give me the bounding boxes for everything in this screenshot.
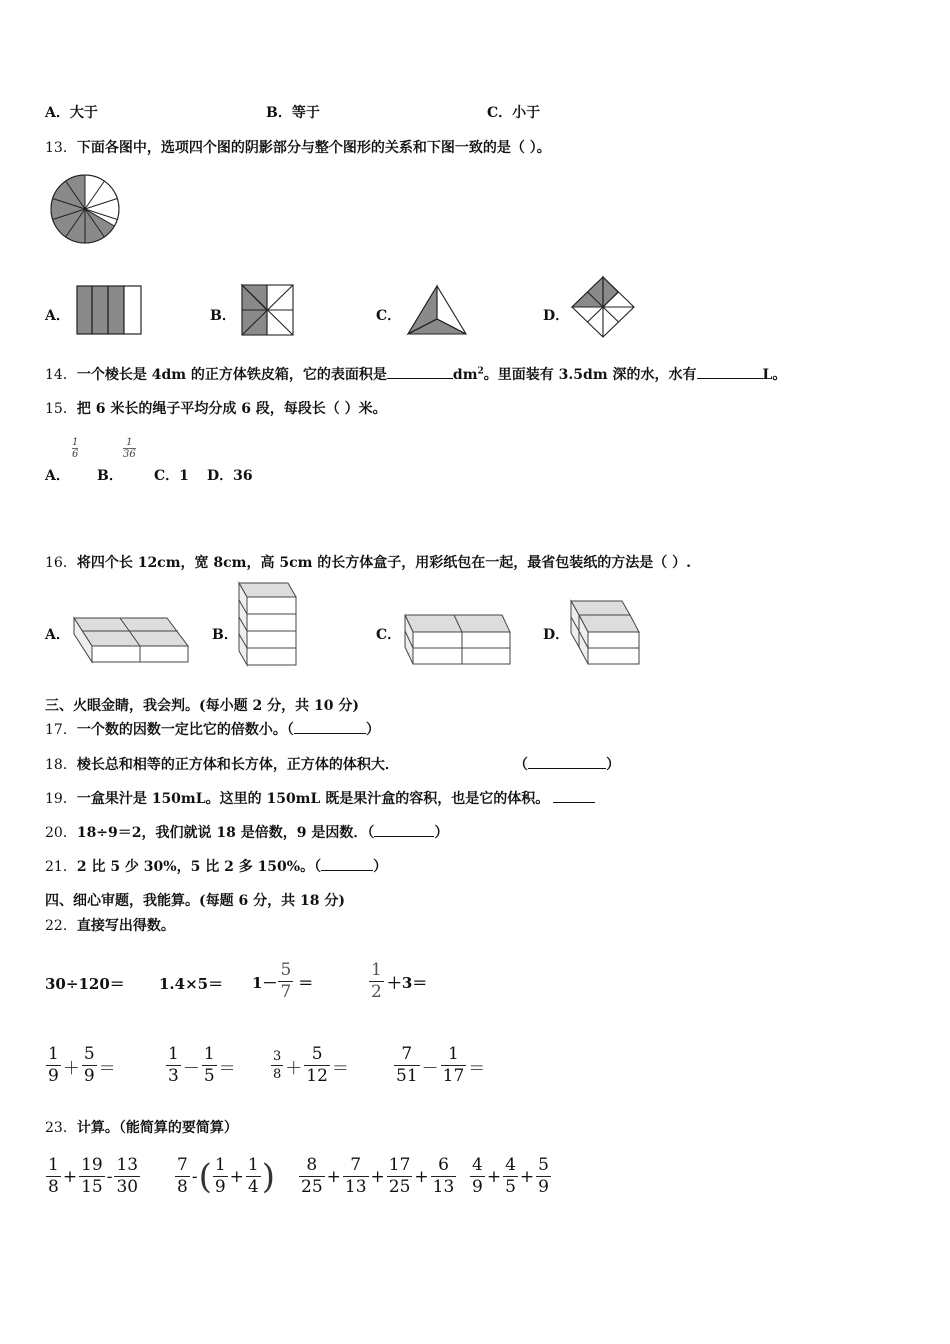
q15-option-b-fraction: 1 36 [123,437,136,460]
fraction [46,1046,61,1086]
numerator: 7 [401,1044,413,1065]
q13-option-c-label[interactable]: C． [376,308,402,324]
operator: ＝ [468,1058,486,1079]
operator: + [414,1167,429,1187]
q16-option-b-figure[interactable] [236,581,300,667]
denominator: 8 [273,1067,282,1082]
q17-answer-blank[interactable] [294,721,366,734]
q13-option-c-figure[interactable] [405,283,469,337]
numerator: 19 [81,1155,103,1176]
q16-option-b-label[interactable]: B． [212,627,238,643]
q22-expr-3-fraction [278,962,293,1002]
fraction [175,1157,190,1197]
q14-stem: 14．一个棱长是 4dm 的正方体铁皮箱，它的表面积是 $dm^2$。里面装有 3.5dm 深的水，水有 L。 [45,366,787,383]
operator: － [421,1058,439,1079]
fraction [202,1046,217,1086]
numerator: 5 [83,1044,95,1065]
denominator: 30 [116,1177,139,1197]
q23-calc-2 [174,1148,275,1206]
q13-option-d-label[interactable]: D． [543,308,570,324]
operator: + [62,1167,78,1187]
fraction [387,1157,413,1197]
numerator: 8 [306,1155,318,1176]
q13-option-b-label[interactable]: B． [210,308,236,324]
q13-option-b-figure[interactable] [240,283,296,337]
denominator: 8 [177,1177,188,1197]
operator: ＝ [331,1058,349,1079]
operator: ＝ [98,1058,116,1079]
q23-calc-1 [45,1148,141,1206]
fraction [394,1046,420,1086]
q13-reference-circle [48,172,122,246]
q16-option-a-figure[interactable] [72,614,192,666]
numerator: 17 [388,1155,411,1176]
denominator: 9 [83,1066,95,1086]
q22-expr-5 [45,1030,117,1102]
q22-expr-2: 1.4×5＝ [159,975,224,993]
fraction [299,1157,325,1197]
q12-option-b[interactable]: B．等于 [266,105,320,121]
denominator: 2 [371,982,382,1002]
denominator: 7 [280,982,292,1002]
numerator: 1 [168,1044,179,1065]
q22-stem: 22．直接写出得数。 [45,918,175,934]
denominator: 8 [48,1177,59,1197]
q16-option-a-label[interactable]: A． [45,627,70,643]
numerator: 1 [214,1155,226,1176]
numerator: 1 [48,1155,59,1176]
q16-option-d-label[interactable]: D． [543,627,570,643]
q15-option-b[interactable]: B． [97,468,123,484]
numerator: 6 [438,1155,449,1176]
q23-stem: 23．计算。（能简算的要简算） [45,1120,238,1136]
denominator: 9 [48,1066,59,1086]
q19-stem: 19．一盒果汁是 150mL。这里的 150mL 既是果汁盒的容积，也是它的体积。 [45,788,595,808]
q20-stem: 20．18÷9＝2，我们就说 18 是倍数，9 是因数．（ ） [45,825,449,841]
q12-option-a[interactable]: A．大于 [45,105,98,121]
operator: - [106,1167,113,1187]
numerator: 1 [448,1044,459,1065]
q13-option-d-figure[interactable] [570,275,636,339]
q14-blank-area[interactable] [387,366,453,379]
q22-expr-4: $\frac{1}{2}$ ＋3＝ [371,960,428,1002]
q15-option-d[interactable]: D．36 [207,468,253,484]
denominator: 13 [344,1177,367,1197]
fraction [536,1157,551,1197]
fraction [470,1157,485,1197]
q15-stem: 15．把 6 米长的绳子平均分成 6 段，每段长（ ）米。 [45,401,387,417]
numerator: 1 [371,960,382,981]
denominator: 25 [301,1177,323,1197]
right-paren: ) [261,1157,276,1197]
q13-stem: 13．下面各图中，选项四个图的阴影部分与整个图形的关系和下图一致的是（ ）。 [45,140,551,156]
numerator: 7 [177,1155,188,1176]
q20-answer-blank[interactable] [374,824,434,837]
operator: + [519,1167,535,1187]
numerator: 13 [116,1155,139,1176]
q15-option-a-fraction: 1 6 [72,437,79,460]
denominator: 3 [168,1066,179,1086]
fraction [441,1046,467,1086]
q15-option-a[interactable]: A． [45,468,70,484]
denominator: 5 [203,1066,215,1086]
fraction [246,1157,261,1197]
q23-calc-4 [469,1148,552,1206]
denominator: 9 [472,1177,483,1197]
q19-answer-blank[interactable] [553,790,595,803]
fraction [343,1157,369,1197]
q16-option-d-figure[interactable] [568,599,644,667]
operator: + [370,1167,385,1187]
q13-option-a-figure[interactable] [75,284,145,336]
q21-answer-blank[interactable] [321,858,373,871]
fraction [271,1050,283,1081]
q16-option-c-figure[interactable] [402,612,514,666]
numerator: 1 [48,1044,59,1065]
denominator: 12 [306,1066,328,1086]
q22-expr-4-fraction [369,962,384,1002]
denominator: 9 [214,1177,226,1197]
denominator: 5 [505,1177,516,1197]
q16-option-c-label[interactable]: C． [376,627,402,643]
numerator: 4 [505,1155,516,1176]
numerator: 5 [280,960,292,981]
numerator: 1 [247,1155,259,1176]
operator: － [182,1058,200,1079]
q18-answer: （ ） [514,757,620,773]
numerator: 7 [350,1155,362,1176]
q17-stem: 17．一个数的因数一定比它的倍数小。（ ） [45,722,380,738]
denominator: 9 [538,1177,549,1197]
denominator: 51 [396,1066,418,1086]
q13-option-a-label[interactable]: A． [45,308,70,324]
q23-calc-3 [298,1148,457,1206]
fraction [304,1046,330,1086]
q12-option-c[interactable]: C．小于 [487,105,541,121]
fraction [114,1157,140,1197]
operator: - [191,1167,198,1187]
fraction [166,1046,181,1086]
q14-blank-volume[interactable] [697,366,763,379]
fraction [503,1157,518,1197]
operator: ＋ [285,1058,303,1079]
denominator: 4 [247,1177,259,1197]
numerator: 1 [203,1044,215,1065]
operator: ＋ [62,1058,80,1079]
q22-expr-3: 1－ $\frac{5}{7}$ ＝ [252,960,314,1002]
numerator: 4 [472,1155,483,1176]
section-4-heading: 四、细心审题，我能算。(每题 6 分，共 18 分) [45,893,345,909]
q18-answer-blank[interactable] [528,756,606,769]
numerator: 5 [311,1044,323,1065]
fraction [431,1157,457,1197]
denominator: 15 [81,1177,103,1197]
q16-stem: 16．将四个长 12cm，宽 8cm，高 5cm 的长方体盒子，用彩纸包在一起，最省包装纸的方法是（ ）. [45,555,692,571]
q22-expr-8 [393,1030,486,1102]
operator: + [486,1167,502,1187]
operator: ＝ [218,1058,236,1079]
denominator: 13 [432,1177,455,1197]
operator: + [229,1167,244,1187]
q21-stem: 21．2 比 5 少 30%，5 比 2 多 150%。（ ） [45,859,388,875]
q18-stem: 18．棱长总和相等的正方体和长方体，正方体的体积大． [45,757,399,773]
numerator: 5 [538,1155,549,1176]
denominator: 25 [388,1177,411,1197]
q22-expr-7 [270,1030,350,1102]
left-paren: ( [198,1157,212,1197]
fraction [79,1157,105,1197]
denominator: 17 [442,1066,465,1086]
q22-expr-1: 30÷120＝ [45,975,125,993]
q15-option-c[interactable]: C．1 [154,468,189,484]
fraction [213,1157,228,1197]
fraction [82,1046,97,1086]
q22-expr-6 [165,1030,237,1102]
fraction [46,1157,61,1197]
numerator: 3 [273,1049,282,1065]
section-3-heading: 三、火眼金睛，我会判。(每小题 2 分，共 10 分) [45,698,359,714]
operator: + [326,1167,341,1187]
